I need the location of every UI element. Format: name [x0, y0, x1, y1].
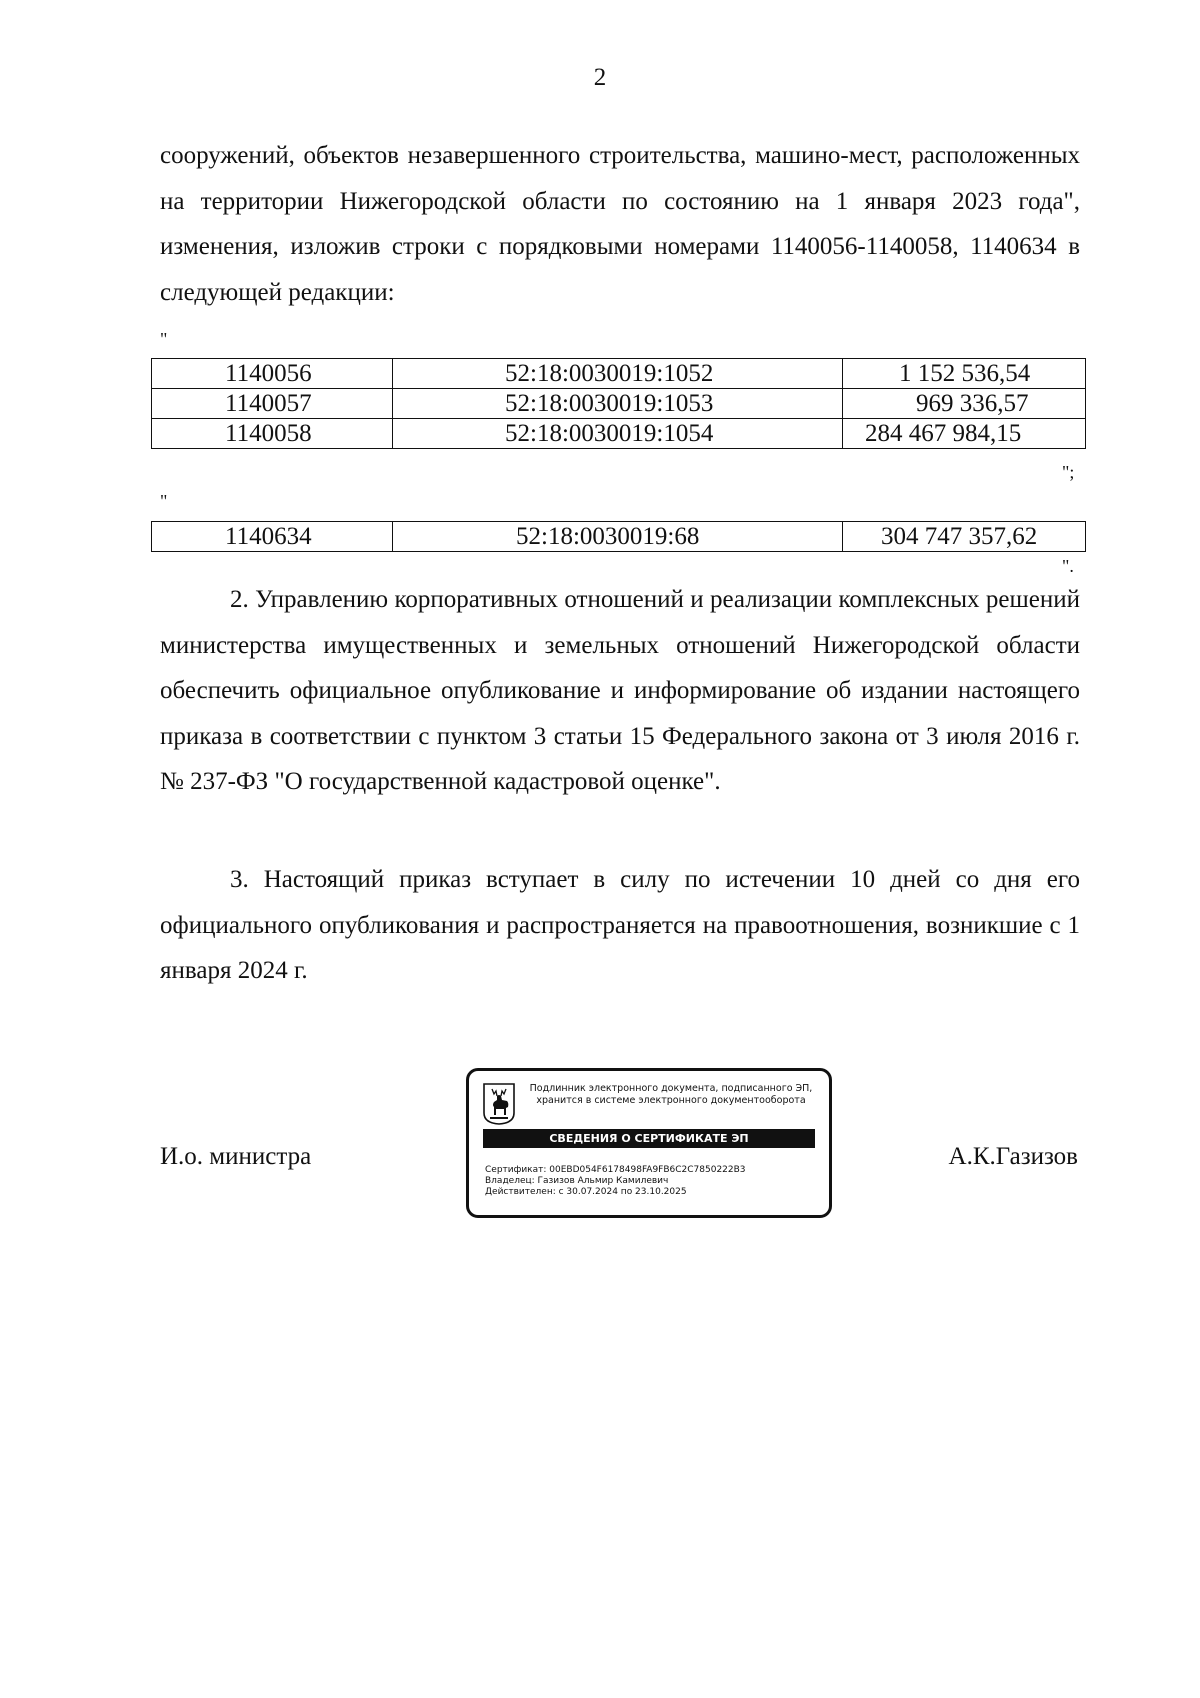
cadastral-value: 969 336,57: [843, 389, 1086, 419]
cadastral-number: 52:18:0030019:1052: [393, 359, 843, 389]
table-row: [152, 389, 1086, 419]
cadastral-value: 284 467 984,15: [843, 419, 1086, 449]
cadastral-number: 52:18:0030019:1054: [393, 419, 843, 449]
cadastral-value: 1 152 536,54: [843, 359, 1086, 389]
table-row: [152, 359, 1086, 389]
cadastral-table-2: [151, 521, 1086, 552]
row-number: 1140056: [152, 359, 393, 389]
row-number: 1140634: [152, 522, 393, 552]
stamp-validity: Действителен: с 30.07.2024 по 23.10.2025: [485, 1187, 687, 1197]
quote-open-1: ": [160, 329, 168, 349]
cadastral-table-1: [151, 358, 1086, 449]
stamp-details: [485, 1165, 746, 1198]
stamp-note: Подлинник электронного документа, подписанного ЭП, хранится в системе электронного документооборота: [529, 1083, 813, 1106]
cadastral-number: 52:18:0030019:1053: [393, 389, 843, 419]
row-number: 1140057: [152, 389, 393, 419]
e-signature-stamp: [466, 1068, 832, 1218]
quote-open-2: ": [160, 491, 168, 511]
stamp-certificate: Сертификат: 00EBD054F6178498FA9FB6C2C7850222B3: [485, 1165, 746, 1175]
cadastral-value: 304 747 357,62: [843, 522, 1086, 552]
signer-title: И.о. министра: [160, 1143, 312, 1170]
paragraph-2-text: 2. Управлению корпоративных отношений и реализации комплексных решений министерства имущественных и земельных отношений Нижегородской области обеспечить официальное опубликование и информирование об издании настоящего приказа в соответствии с пунктом 3 статьи 15 Федерального закона от 3 июля 2016 г. № 237-ФЗ "О государственной кадастровой оценке".: [160, 586, 1080, 795]
stamp-band: СВЕДЕНИЯ О СЕРТИФИКАТЕ ЭП: [483, 1129, 815, 1148]
paragraph-3: [160, 857, 1080, 994]
paragraph-3-text: 3. Настоящий приказ вступает в силу по истечении 10 дней со дня его официального опубликования и распространяется на правоотношения, возникшие с 1 января 2024 г.: [160, 866, 1080, 984]
table-row: [152, 522, 1086, 552]
quote-close-2: ".: [1062, 556, 1074, 576]
stamp-owner: Владелец: Газизов Альмир Камилевич: [485, 1176, 669, 1186]
row-number: 1140058: [152, 419, 393, 449]
paragraph-2: [160, 577, 1080, 805]
table-row: [152, 419, 1086, 449]
cadastral-number: 52:18:0030019:68: [393, 522, 843, 552]
paragraph-intro: сооружений, объектов незавершенного строительства, машино-мест, расположенных на территории Нижегородской области по состоянию на 1 января 2023 года", изменения, изложив строки с порядковыми номерами 1140056-1140058, 1140634 в следующей редакции:: [160, 142, 1080, 306]
signer-name: А.К.Газизов: [948, 1143, 1078, 1170]
page-number: 2: [593, 64, 607, 91]
deer-emblem-icon: [483, 1083, 515, 1125]
quote-close-1: ";: [1062, 462, 1075, 482]
